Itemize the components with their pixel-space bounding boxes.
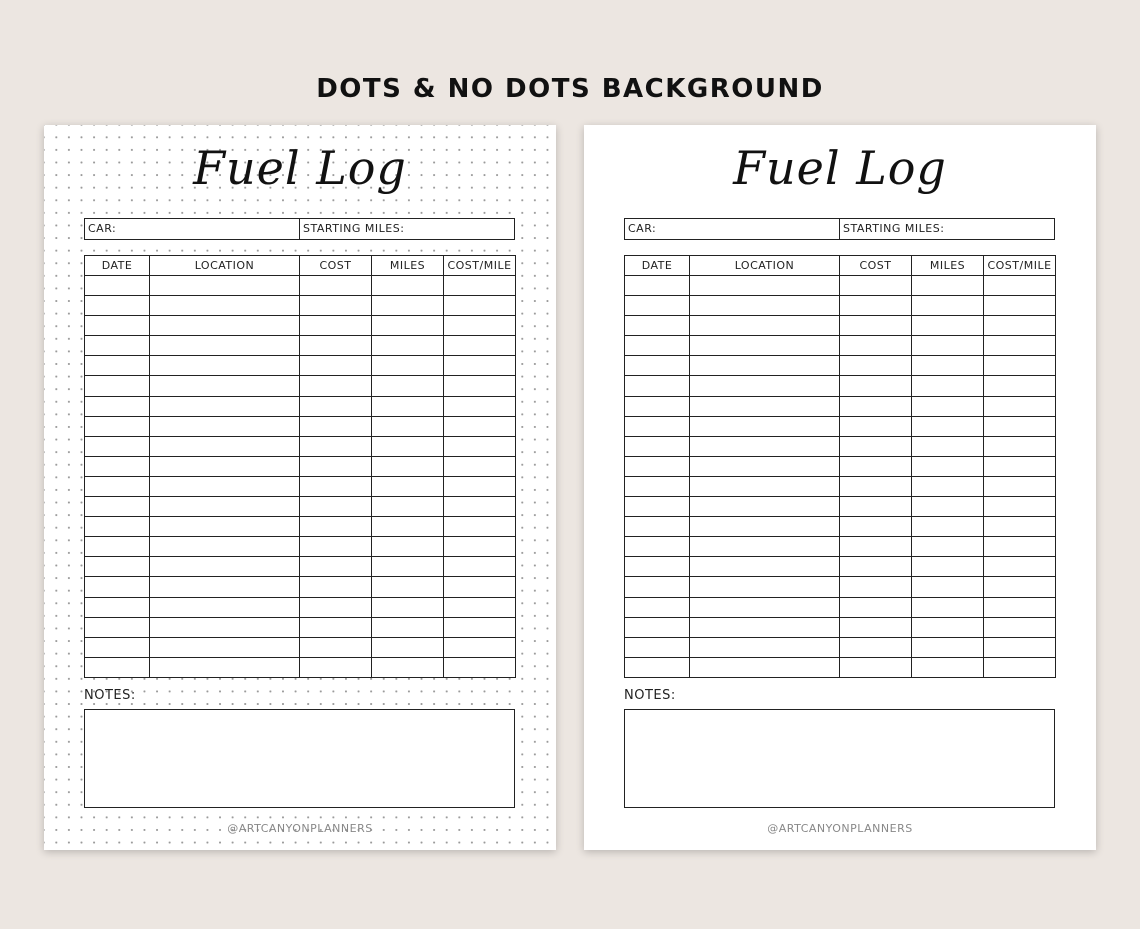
table-row [85,276,516,296]
table-cell [625,617,690,637]
table-row [625,497,1056,517]
table-cell [444,456,516,476]
notes-box [624,709,1055,808]
table-cell [840,296,912,316]
page-title: Fuel Log [193,141,407,195]
banner-title: DOTS & NO DOTS BACKGROUND [316,74,824,104]
table-cell [372,537,444,557]
table-cell [85,476,150,496]
table-cell [150,497,300,517]
column-header-location: LOCATION [690,256,840,276]
table-cell [444,637,516,657]
car-label: CAR: [625,219,840,239]
table-row [625,597,1056,617]
table-cell [690,657,840,677]
table-cell [984,376,1056,396]
table-cell [625,577,690,597]
fuel-log-table [84,255,516,678]
table-cell [840,557,912,577]
table-cell [690,336,840,356]
table-cell [984,296,1056,316]
starting-miles-label: STARTING MILES: [843,222,945,235]
table-cell [372,436,444,456]
table-row [85,336,516,356]
table-cell [984,276,1056,296]
table-cell [372,476,444,496]
table-cell [690,416,840,436]
table-cell [85,537,150,557]
table-cell [690,537,840,557]
credit-handle: @ARTCANYONPLANNERS [767,822,913,835]
table-row [85,296,516,316]
table-cell [984,537,1056,557]
table-cell [840,416,912,436]
column-header-location: LOCATION [150,256,300,276]
table-cell [150,276,300,296]
table-cell [372,497,444,517]
table-cell [912,557,984,577]
table-cell [85,597,150,617]
table-cell [690,376,840,396]
table-row [85,316,516,336]
table-cell [840,276,912,296]
table-cell [300,376,372,396]
table-cell [912,517,984,537]
table-cell [150,597,300,617]
table-cell [300,617,372,637]
table-cell [840,436,912,456]
table-cell [372,577,444,597]
table-cell [300,416,372,436]
table-cell [840,316,912,336]
table-cell [300,517,372,537]
table-cell [984,396,1056,416]
table-cell [300,497,372,517]
table-cell [150,577,300,597]
table-cell [150,356,300,376]
table-cell [444,416,516,436]
table-cell [444,276,516,296]
table-row [85,416,516,436]
table-cell [85,296,150,316]
table-cell [690,577,840,597]
table-row [625,436,1056,456]
table-cell [444,577,516,597]
column-header-date: DATE [85,256,150,276]
table-cell [912,296,984,316]
table-row [85,617,516,637]
table-cell [690,517,840,537]
table-row [85,557,516,577]
table-cell [625,637,690,657]
table-cell [150,336,300,356]
table-cell [690,476,840,496]
table-cell [625,597,690,617]
table-cell [912,597,984,617]
table-row [85,637,516,657]
car-info-box [624,218,1055,240]
table-cell [444,497,516,517]
table-cell [625,657,690,677]
table-cell [444,376,516,396]
table-cell [912,376,984,396]
table-cell [690,396,840,416]
table-cell [300,537,372,557]
table-cell [912,537,984,557]
credit-handle: @ARTCANYONPLANNERS [227,822,373,835]
table-cell [85,336,150,356]
table-cell [372,617,444,637]
table-cell [912,617,984,637]
table-cell [625,356,690,376]
table-cell [372,296,444,316]
table-cell [85,517,150,537]
table-cell [912,416,984,436]
table-cell [625,517,690,537]
table-cell [840,456,912,476]
table-cell [150,476,300,496]
table-header-row [625,256,1056,276]
table-cell [372,376,444,396]
table-cell [690,617,840,637]
table-cell [444,657,516,677]
table-cell [85,617,150,637]
car-info-box [84,218,515,240]
table-cell [444,517,516,537]
table-cell [912,356,984,376]
table-cell [150,517,300,537]
table-cell [912,316,984,336]
table-cell [444,597,516,617]
table-cell [625,396,690,416]
fuel-log-page-plain [584,125,1096,850]
table-cell [625,296,690,316]
table-cell [690,436,840,456]
table-cell [300,657,372,677]
table-cell [984,356,1056,376]
column-header-miles: MILES [372,256,444,276]
table-cell [372,597,444,617]
table-cell [150,637,300,657]
table-body [85,276,516,678]
table-cell [984,336,1056,356]
notes-box [84,709,515,808]
table-cell [444,356,516,376]
table-cell [625,456,690,476]
table-cell [85,436,150,456]
notes-label: NOTES: [84,688,136,703]
table-row [625,517,1056,537]
table-row [625,396,1056,416]
table-row [85,517,516,537]
table-cell [85,356,150,376]
table-body [625,276,1056,678]
table-cell [150,296,300,316]
table-cell [85,316,150,336]
table-cell [625,537,690,557]
column-header-cost-per-mile: COST/MILE [444,256,516,276]
table-row [625,416,1056,436]
table-cell [85,657,150,677]
table-row [85,597,516,617]
table-row [625,537,1056,557]
car-label: CAR: [85,219,300,239]
column-header-cost: COST [300,256,372,276]
table-header-row [85,256,516,276]
table-cell [300,436,372,456]
table-cell [912,336,984,356]
table-cell [690,316,840,336]
table-cell [444,316,516,336]
table-cell [300,316,372,336]
table-cell [85,416,150,436]
table-row [85,396,516,416]
table-cell [625,416,690,436]
table-cell [840,376,912,396]
page-title: Fuel Log [733,141,947,195]
table-cell [85,637,150,657]
table-cell [372,276,444,296]
table-cell [150,316,300,336]
table-cell [912,276,984,296]
table-cell [150,617,300,637]
table-cell [300,356,372,376]
starting-miles-label: STARTING MILES: [303,222,405,235]
table-cell [625,436,690,456]
table-cell [444,617,516,637]
table-cell [372,416,444,436]
table-cell [372,657,444,677]
table-cell [85,276,150,296]
table-cell [372,356,444,376]
table-cell [372,456,444,476]
table-row [625,356,1056,376]
table-cell [300,476,372,496]
table-cell [690,356,840,376]
table-cell [840,637,912,657]
table-cell [840,517,912,537]
table-cell [372,557,444,577]
table-cell [625,276,690,296]
table-row [625,456,1056,476]
table-row [625,376,1056,396]
table-row [85,356,516,376]
table-row [625,657,1056,677]
table-cell [912,497,984,517]
table-cell [85,557,150,577]
table-cell [150,396,300,416]
table-row [85,577,516,597]
table-cell [625,376,690,396]
table-cell [150,537,300,557]
table-cell [984,597,1056,617]
table-cell [690,456,840,476]
fuel-log-page-dots [44,125,556,850]
table-cell [840,396,912,416]
table-cell [984,637,1056,657]
table-cell [150,436,300,456]
table-cell [840,336,912,356]
table-row [85,497,516,517]
table-cell [984,316,1056,336]
table-cell [85,456,150,476]
table-cell [444,296,516,316]
table-cell [372,517,444,537]
table-cell [984,517,1056,537]
table-cell [984,436,1056,456]
table-cell [372,316,444,336]
table-cell [984,456,1056,476]
table-cell [984,617,1056,637]
fuel-log-table [624,255,1056,678]
table-row [85,537,516,557]
table-cell [150,657,300,677]
table-cell [625,476,690,496]
table-row [625,617,1056,637]
table-cell [300,637,372,657]
table-cell [300,597,372,617]
table-cell [690,276,840,296]
table-cell [840,577,912,597]
table-row [85,657,516,677]
table-cell [840,617,912,637]
table-row [625,336,1056,356]
table-cell [300,276,372,296]
column-header-cost-per-mile: COST/MILE [984,256,1056,276]
table-cell [840,537,912,557]
table-cell [300,557,372,577]
table-cell [840,657,912,677]
table-cell [150,376,300,396]
column-header-cost: COST [840,256,912,276]
table-cell [690,296,840,316]
table-row [625,296,1056,316]
table-row [85,476,516,496]
table-row [625,637,1056,657]
table-row [85,436,516,456]
table-cell [300,336,372,356]
table-cell [840,497,912,517]
table-cell [85,376,150,396]
table-cell [690,597,840,617]
table-cell [840,356,912,376]
table-cell [444,476,516,496]
column-header-miles: MILES [912,256,984,276]
table-cell [300,296,372,316]
notes-label: NOTES: [624,688,676,703]
table-cell [840,476,912,496]
table-row [625,476,1056,496]
column-header-date: DATE [625,256,690,276]
table-cell [912,657,984,677]
table-cell [372,637,444,657]
table-row [625,557,1056,577]
table-cell [912,436,984,456]
table-cell [625,316,690,336]
table-cell [912,396,984,416]
table-cell [625,557,690,577]
table-cell [85,396,150,416]
table-cell [690,637,840,657]
table-cell [85,577,150,597]
table-cell [444,557,516,577]
table-cell [690,557,840,577]
table-row [85,456,516,476]
table-cell [625,497,690,517]
table-row [85,376,516,396]
table-row [625,577,1056,597]
table-cell [912,577,984,597]
table-cell [444,396,516,416]
table-row [625,276,1056,296]
table-cell [444,537,516,557]
table-cell [984,557,1056,577]
table-cell [912,637,984,657]
table-cell [625,336,690,356]
table-cell [300,456,372,476]
table-cell [372,396,444,416]
table-cell [912,476,984,496]
table-cell [444,336,516,356]
table-row [625,316,1056,336]
table-cell [912,456,984,476]
table-cell [984,657,1056,677]
table-cell [85,497,150,517]
table-cell [150,456,300,476]
table-cell [984,577,1056,597]
table-cell [150,416,300,436]
table-cell [984,497,1056,517]
table-cell [300,577,372,597]
table-cell [690,497,840,517]
table-cell [444,436,516,456]
table-cell [840,597,912,617]
table-cell [984,476,1056,496]
table-cell [150,557,300,577]
table-cell [372,336,444,356]
table-cell [984,416,1056,436]
table-cell [300,396,372,416]
